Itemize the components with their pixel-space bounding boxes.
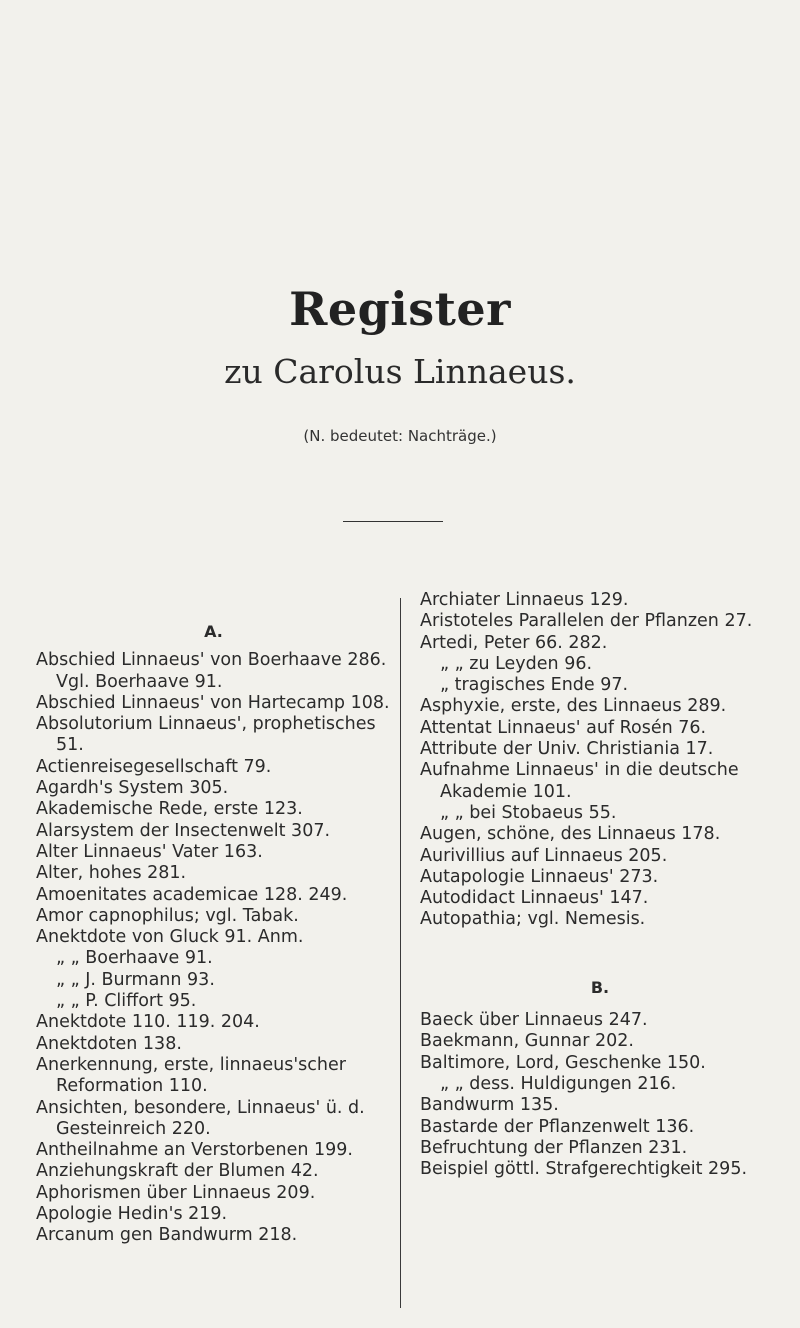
index-entry-ditto: „ „ P. Cliffort 95. — [56, 991, 197, 1012]
index-entry: Baeck über Linnaeus 247. — [420, 1010, 648, 1031]
index-entry: Autapologie Linnaeus' 273. — [420, 866, 659, 887]
index-entry: Agardh's System 305. — [36, 778, 229, 799]
index-entry-ditto: „ tragisches Ende 97. — [440, 675, 629, 696]
index-entry: Attribute der Univ. Christiania 17. — [420, 739, 714, 760]
index-entry: Baekmann, Gunnar 202. — [420, 1031, 634, 1052]
index-entry: Bastarde der Pflanzenwelt 136. — [420, 1116, 695, 1137]
index-entry: Autopathia; vgl. Nemesis. — [420, 909, 646, 930]
index-entry: Arcanum gen Bandwurm 218. — [36, 1225, 298, 1246]
index-entry-ditto: „ „ dess. Huldigungen 216. — [440, 1073, 677, 1094]
index-entry: Bandwurm 135. — [420, 1095, 559, 1116]
index-entry: Actienreisegesellschaft 79. — [36, 756, 272, 777]
index-entry: Apologie Hedin's 219. — [36, 1204, 228, 1225]
index-entry: Autodidact Linnaeus' 147. — [420, 888, 649, 909]
index-entry: Anektdoten 138. — [36, 1033, 182, 1054]
index-entry: Archiater Linnaeus 129. — [420, 590, 629, 610]
left-column — [36, 621, 391, 1247]
index-entry: Abschied Linnaeus' von Hartecamp 108. — [36, 692, 390, 713]
index-entry: Attentat Linnaeus' auf Rosén 76. — [420, 717, 707, 738]
index-entry-ditto: „ „ bei Stobaeus 55. — [440, 802, 617, 823]
abbreviation-note: (N. bedeutet: Nachträge.) — [303, 427, 497, 445]
column-divider — [400, 598, 401, 1308]
index-entry-ditto: „ „ zu Leyden 96. — [440, 653, 593, 674]
index-entry: Absolutorium Linnaeus', prophetisches 51. — [36, 714, 376, 756]
index-entry: Befruchtung der Pflanzen 231. — [420, 1137, 688, 1158]
index-entry: Anerkennung, erste, linnaeus'scher Reformation 110. — [36, 1054, 346, 1097]
title-rule — [343, 521, 443, 522]
section-letter-b: B. — [590, 977, 610, 997]
index-entry: Anektdote 110. 119. 204. — [36, 1012, 260, 1033]
index-entry: Aurivillius auf Linnaeus 205. — [420, 845, 668, 866]
index-entry: Akademische Rede, erste 123. — [36, 799, 303, 820]
right-column — [420, 590, 780, 1180]
index-entry: Amor capnophilus; vgl. Tabak. — [36, 905, 299, 926]
index-entry: Abschied Linnaeus' von Boerhaave 286. Vgl. Boerhaave 91. — [36, 650, 387, 692]
index-entry: Aristoteles Parallelen der Pflanzen 27. — [420, 611, 753, 632]
index-entry: Anektdote von Gluck 91. Anm. — [36, 927, 304, 948]
index-entry: Alter Linnaeus' Vater 163. — [36, 841, 263, 862]
index-entry: Alter, hohes 281. — [36, 863, 187, 884]
section-letter-a: A. — [204, 622, 223, 641]
index-entry: Anziehungskraft der Blumen 42. — [36, 1161, 319, 1182]
index-entry: Baltimore, Lord, Geschenke 150. — [420, 1052, 706, 1073]
index-entry: Aufnahme Linnaeus' in die deutsche Akademie 101. — [420, 760, 739, 802]
page-subtitle: zu Carolus Linnaeus. — [224, 352, 576, 391]
index-entry: Aphorismen über Linnaeus 209. — [36, 1182, 316, 1203]
index-entry: Augen, schöne, des Linnaeus 178. — [420, 824, 721, 845]
page-title: Register — [289, 282, 511, 336]
index-entry: Alarsystem der Insectenwelt 307. — [36, 820, 331, 841]
index-entry-ditto: „ „ Boerhaave 91. — [56, 948, 213, 969]
index-entry: Beispiel göttl. Strafgerechtigkeit 295. — [420, 1159, 748, 1180]
index-entry: Artedi, Peter 66. 282. — [420, 632, 608, 653]
index-entry-ditto: „ „ J. Burmann 93. — [56, 969, 215, 990]
index-entry: Antheilnahme an Verstorbenen 199. — [36, 1140, 353, 1161]
index-entry: Amoenitates academicae 128. 249. — [36, 884, 348, 905]
index-entry: Asphyxie, erste, des Linnaeus 289. — [420, 696, 727, 717]
index-entry: Ansichten, besondere, Linnaeus' ü. d. Gesteinreich 220. — [36, 1097, 365, 1139]
